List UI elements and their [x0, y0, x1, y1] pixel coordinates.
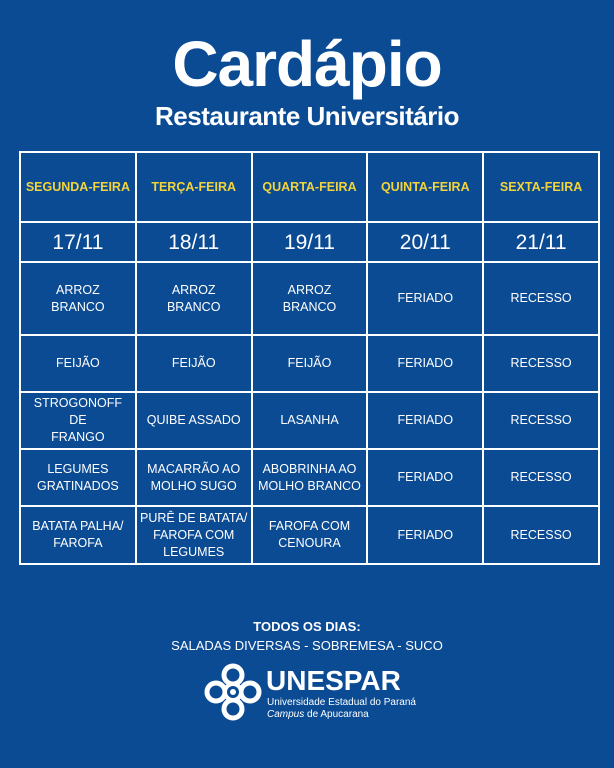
unespar-logo	[203, 662, 423, 722]
menu-cell: STROGONOFF DE FRANGO	[20, 392, 136, 449]
menu-cell: LASANHA	[252, 392, 368, 449]
logo-campus-line	[267, 709, 369, 721]
menu-cell: QUIBE ASSADO	[136, 392, 252, 449]
day-header-thursday: QUINTA-FEIRA	[367, 152, 483, 222]
menu-title: Cardápio	[172, 28, 442, 100]
menu-row	[20, 392, 599, 449]
date-thursday: 20/11	[367, 222, 483, 262]
menu-cell: FEIJÃO	[136, 335, 252, 392]
menu-cell: LEGUMES GRATINADOS	[20, 449, 136, 506]
day-header-wednesday: QUARTA-FEIRA	[252, 152, 368, 222]
date-friday: 21/11	[483, 222, 599, 262]
logo-university-name: Universidade Estadual do Paraná	[267, 697, 416, 708]
logo-campus-city: de Apucarana	[304, 709, 369, 720]
day-header-friday: SEXTA-FEIRA	[483, 152, 599, 222]
menu-cell: FERIADO	[367, 449, 483, 506]
menu-cell: FERIADO	[367, 392, 483, 449]
menu-cell: ARROZ BRANCO	[136, 262, 252, 335]
menu-cell: FEIJÃO	[20, 335, 136, 392]
menu-cell: BATATA PALHA/ FAROFA	[20, 506, 136, 564]
menu-cell: FERIADO	[367, 335, 483, 392]
menu-row	[20, 262, 599, 335]
menu-cell: FERIADO	[367, 262, 483, 335]
date-monday: 17/11	[20, 222, 136, 262]
menu-row	[20, 335, 599, 392]
daily-items-list: SALADAS DIVERSAS - SOBREMESA - SUCO	[171, 638, 443, 653]
menu-cell: RECESSO	[483, 449, 599, 506]
menu-cell: RECESSO	[483, 506, 599, 564]
date-row	[20, 222, 599, 262]
menu-cell: ARROZ BRANCO	[252, 262, 368, 335]
menu-cell: FERIADO	[367, 506, 483, 564]
weekly-menu-table	[19, 151, 600, 565]
date-tuesday: 18/11	[136, 222, 252, 262]
menu-cell: ARROZ BRANCO	[20, 262, 136, 335]
menu-cell: ABOBRINHA AO MOLHO BRANCO	[252, 449, 368, 506]
menu-cell: FEIJÃO	[252, 335, 368, 392]
day-header-monday: SEGUNDA-FEIRA	[20, 152, 136, 222]
logo-campus-word: Campus	[267, 709, 305, 720]
daily-items-label: TODOS OS DIAS:	[253, 619, 361, 634]
menu-cell: MACARRÃO AO MOLHO SUGO	[136, 449, 252, 506]
menu-cell: FAROFA COM CENOURA	[252, 506, 368, 564]
restaurant-subtitle: Restaurante Universitário	[155, 101, 459, 131]
date-wednesday: 19/11	[252, 222, 368, 262]
menu-cell: RECESSO	[483, 262, 599, 335]
menu-cell: PURÊ DE BATATA/ FAROFA COM LEGUMES	[136, 506, 252, 564]
menu-row	[20, 506, 599, 564]
menu-cell: RECESSO	[483, 335, 599, 392]
menu-row	[20, 449, 599, 506]
day-header-tuesday: TERÇA-FEIRA	[136, 152, 252, 222]
menu-cell: RECESSO	[483, 392, 599, 449]
unespar-emblem-icon	[203, 662, 263, 722]
day-header-row	[20, 152, 599, 222]
logo-wordmark: UNESPAR	[266, 665, 401, 696]
